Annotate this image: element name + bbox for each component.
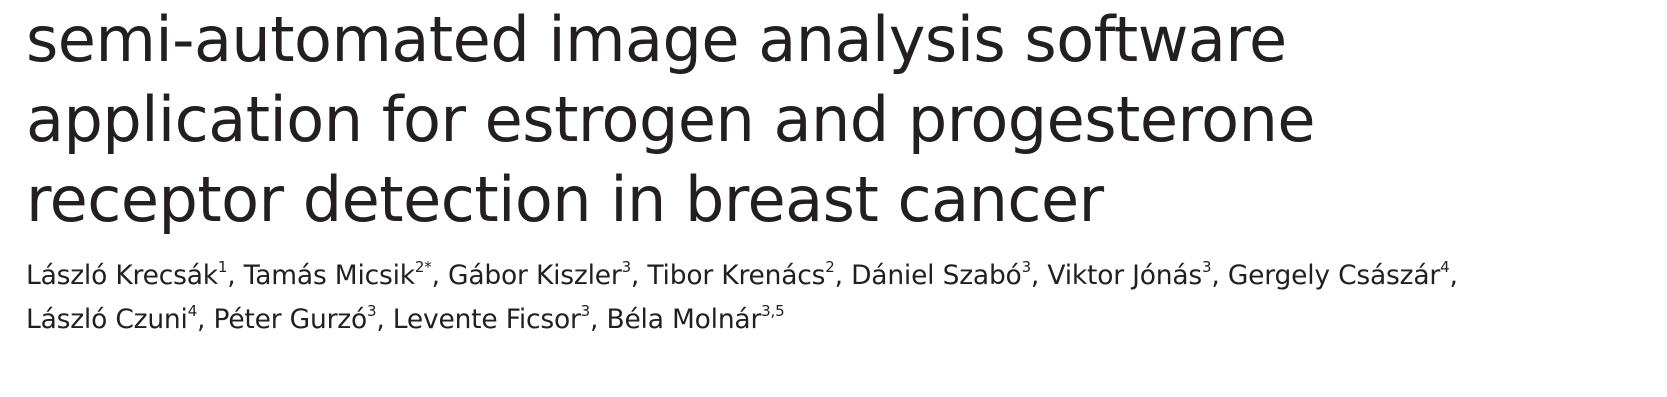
author-line <box>26 298 1646 342</box>
affiliation-marker: 4 <box>187 302 198 321</box>
author <box>393 304 590 335</box>
author-separator: , <box>1030 260 1048 291</box>
author-name: László Krecsák <box>26 260 218 291</box>
affiliation-marker: 3,5 <box>761 302 785 321</box>
author-separator: , <box>1449 260 1458 291</box>
author-name: Tamás Micsik <box>243 260 415 291</box>
affiliation-marker: 3 <box>1202 258 1212 277</box>
author <box>26 304 197 335</box>
author-separator: , <box>197 304 214 335</box>
author <box>1228 260 1450 291</box>
author-name: Tibor Krenács <box>647 260 826 291</box>
author <box>851 260 1031 291</box>
author <box>647 260 834 291</box>
author-separator: , <box>431 260 449 291</box>
author-name: Levente Ficsor <box>392 304 581 335</box>
author-name: Gergely Császár <box>1227 260 1441 291</box>
author-name: Viktor Jónás <box>1047 260 1203 291</box>
title-line: receptor detection in breast cancer <box>26 163 1104 236</box>
affiliation-marker: 3 <box>580 302 591 321</box>
affiliation-marker: 3 <box>1021 258 1031 277</box>
affiliation-marker: 2* <box>414 258 432 277</box>
author-name: László Czuni <box>26 304 188 335</box>
author-separator: , <box>1211 260 1228 291</box>
affiliation-marker: 1 <box>217 258 228 277</box>
article-title <box>26 0 1646 240</box>
author-name: Gábor Kiszler <box>448 260 622 291</box>
author-name: Péter Gurzó <box>213 304 367 335</box>
title-line: application for estrogen and progesterone <box>26 83 1316 156</box>
affiliation-marker: 4 <box>1440 258 1450 277</box>
author-separator: , <box>227 260 244 291</box>
author <box>213 304 376 335</box>
author <box>1047 260 1211 291</box>
author-separator: , <box>590 304 607 335</box>
author <box>448 260 631 291</box>
author <box>26 260 227 291</box>
author-separator: , <box>376 304 393 335</box>
author-separator: , <box>834 260 852 291</box>
article-header <box>26 0 1646 342</box>
affiliation-marker: 3 <box>367 302 377 321</box>
author-name: Béla Molnár <box>606 304 762 335</box>
author-list <box>26 254 1646 342</box>
author-name: Dániel Szabó <box>851 260 1022 291</box>
author-separator: , <box>630 260 648 291</box>
affiliation-marker: 2 <box>825 258 835 277</box>
author-line <box>26 254 1646 298</box>
title-line: semi-automated image analysis software <box>26 3 1287 76</box>
author <box>606 304 784 335</box>
author <box>244 260 432 291</box>
affiliation-marker: 3 <box>621 258 631 277</box>
